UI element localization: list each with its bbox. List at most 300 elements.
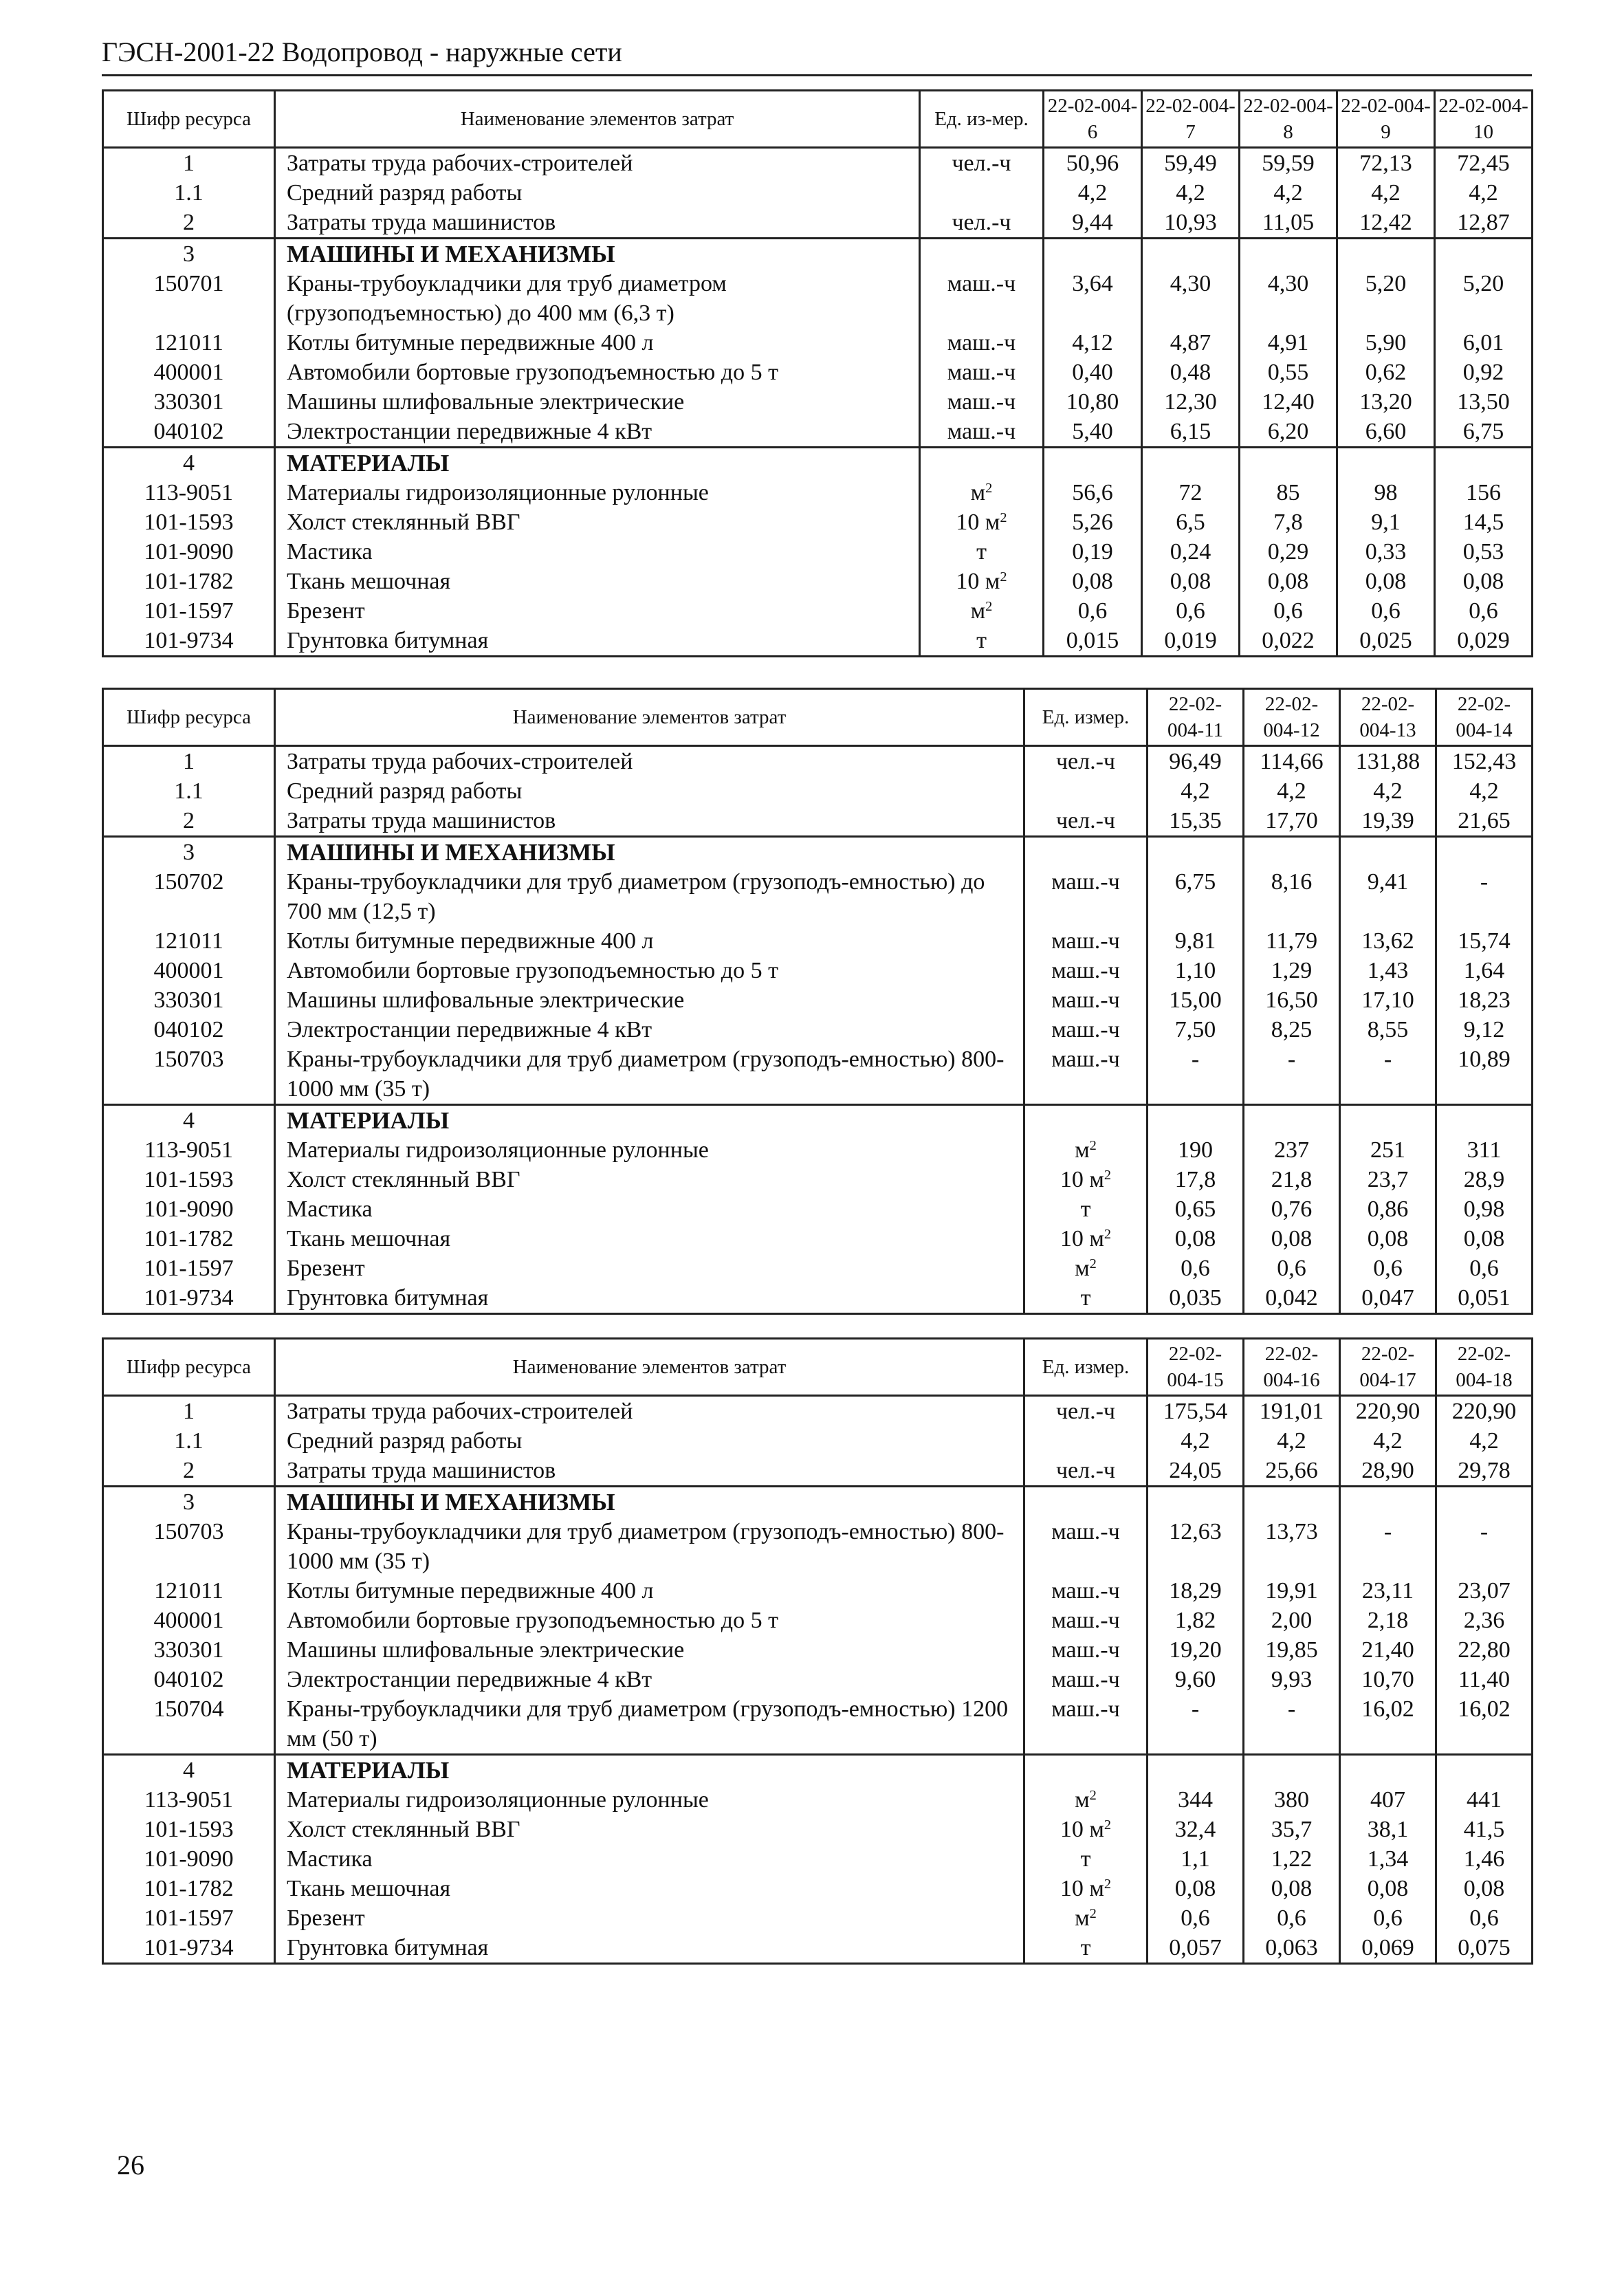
header-code: Шифр ресурса bbox=[103, 689, 275, 746]
value-cell: 59,59 bbox=[1240, 148, 1337, 179]
value-cell: 0,6 bbox=[1436, 1903, 1533, 1933]
value-cell: 16,02 bbox=[1436, 1694, 1533, 1755]
table-header-row bbox=[103, 1339, 1533, 1396]
value-cell: 0,6 bbox=[1148, 1254, 1244, 1283]
resource-name: Ткань мешочная bbox=[275, 567, 920, 596]
value-cell: 8,16 bbox=[1244, 867, 1340, 926]
unit-cell bbox=[1024, 956, 1148, 985]
unit-cell bbox=[1024, 1254, 1148, 1283]
table-row bbox=[103, 1426, 1533, 1456]
resource-table-3 bbox=[102, 1337, 1533, 1965]
header-norm-code: 22-02-004-14 bbox=[1436, 689, 1533, 746]
value-cell: 8,55 bbox=[1340, 1015, 1436, 1045]
value-cell: - bbox=[1148, 1045, 1244, 1105]
unit-cell bbox=[1024, 1665, 1148, 1694]
unit-text: 10 м bbox=[1060, 1876, 1104, 1901]
resource-name: Брезент bbox=[275, 1254, 1024, 1283]
value-cell: 12,87 bbox=[1435, 208, 1533, 239]
value-cell: 0,62 bbox=[1337, 358, 1435, 387]
value-cell: 9,44 bbox=[1044, 208, 1142, 239]
unit-superscript: 2 bbox=[1089, 1137, 1097, 1153]
unit-cell bbox=[920, 387, 1044, 417]
value-cell: 72,45 bbox=[1435, 148, 1533, 179]
value-cell: 4,2 bbox=[1244, 776, 1340, 806]
table-row bbox=[103, 1606, 1533, 1635]
value-cell: 4,2 bbox=[1142, 178, 1240, 208]
resource-code: 040102 bbox=[103, 1665, 275, 1694]
value-cell: 6,15 bbox=[1142, 417, 1240, 448]
resource-name: Ткань мешочная bbox=[275, 1874, 1024, 1903]
value-cell bbox=[1148, 1105, 1244, 1136]
value-cell: 6,60 bbox=[1337, 417, 1435, 448]
resource-code: 101-9090 bbox=[103, 537, 275, 567]
resource-code: 101-9734 bbox=[103, 1933, 275, 1964]
unit-cell bbox=[920, 239, 1044, 270]
section-title: МАТЕРИАЛЫ bbox=[275, 1105, 1024, 1136]
resource-name: Материалы гидроизоляционные рулонные bbox=[275, 478, 920, 507]
resource-name: Мастика bbox=[275, 1194, 1024, 1224]
header-norm-code: 22-02-004-15 bbox=[1148, 1339, 1244, 1396]
table-row bbox=[103, 507, 1533, 537]
table-row bbox=[103, 208, 1533, 239]
value-cell: 0,029 bbox=[1435, 626, 1533, 657]
value-cell: 4,2 bbox=[1340, 776, 1436, 806]
value-cell: 0,08 bbox=[1044, 567, 1142, 596]
value-cell: 15,35 bbox=[1148, 806, 1244, 837]
value-cell: 23,7 bbox=[1340, 1165, 1436, 1194]
unit-text: маш.-ч bbox=[1051, 1047, 1120, 1072]
resource-code: 101-9090 bbox=[103, 1844, 275, 1874]
table-row bbox=[103, 1396, 1533, 1427]
value-cell: 0,6 bbox=[1337, 596, 1435, 626]
header-norm-code: 22-02-004-17 bbox=[1340, 1339, 1436, 1396]
value-cell: 0,08 bbox=[1148, 1874, 1244, 1903]
resource-name: Мастика bbox=[275, 537, 920, 567]
unit-cell bbox=[920, 567, 1044, 596]
value-cell bbox=[1340, 837, 1436, 868]
value-cell: 19,39 bbox=[1340, 806, 1436, 837]
unit-superscript: 2 bbox=[1000, 510, 1007, 525]
resource-code: 1.1 bbox=[103, 178, 275, 208]
table-row bbox=[103, 478, 1533, 507]
resource-code: 3 bbox=[103, 1487, 275, 1518]
resource-code: 101-1593 bbox=[103, 1165, 275, 1194]
value-cell: 3,64 bbox=[1044, 269, 1142, 328]
unit-text: м bbox=[1075, 1137, 1090, 1163]
header-norm-code: 22-02-004-7 bbox=[1142, 91, 1240, 148]
resource-code: 150701 bbox=[103, 269, 275, 328]
table-row bbox=[103, 596, 1533, 626]
resource-code: 1 bbox=[103, 746, 275, 777]
value-cell: 0,40 bbox=[1044, 358, 1142, 387]
value-cell: 35,7 bbox=[1244, 1815, 1340, 1844]
value-cell: 1,22 bbox=[1244, 1844, 1340, 1874]
unit-cell bbox=[1024, 837, 1148, 868]
value-cell: 4,2 bbox=[1044, 178, 1142, 208]
header-norm-code: 22-02-004-11 bbox=[1148, 689, 1244, 746]
unit-cell bbox=[1024, 1517, 1148, 1576]
unit-text: м bbox=[970, 598, 986, 624]
unit-text: 10 м bbox=[956, 569, 1000, 594]
value-cell bbox=[1148, 1755, 1244, 1786]
resource-name: Брезент bbox=[275, 1903, 1024, 1933]
table-row bbox=[103, 269, 1533, 328]
resource-code: 400001 bbox=[103, 1606, 275, 1635]
value-cell bbox=[1044, 239, 1142, 270]
value-cell: 0,063 bbox=[1244, 1933, 1340, 1964]
unit-cell bbox=[1024, 1606, 1148, 1635]
value-cell: 251 bbox=[1340, 1135, 1436, 1165]
unit-cell bbox=[1024, 1194, 1148, 1224]
unit-cell bbox=[1024, 867, 1148, 926]
value-cell: 13,73 bbox=[1244, 1517, 1340, 1576]
resource-code: 2 bbox=[103, 208, 275, 239]
unit-text: 10 м bbox=[956, 510, 1000, 535]
section-row bbox=[103, 448, 1533, 479]
resource-code: 121011 bbox=[103, 926, 275, 956]
value-cell: 6,5 bbox=[1142, 507, 1240, 537]
value-cell: 98 bbox=[1337, 478, 1435, 507]
value-cell: 131,88 bbox=[1340, 746, 1436, 777]
value-cell: 0,6 bbox=[1142, 596, 1240, 626]
value-cell: 0,08 bbox=[1244, 1874, 1340, 1903]
resource-name: Средний разряд работы bbox=[275, 1426, 1024, 1456]
section-row bbox=[103, 239, 1533, 270]
unit-superscript: 2 bbox=[1104, 1876, 1112, 1892]
value-cell: 0,6 bbox=[1244, 1903, 1340, 1933]
value-cell: 0,33 bbox=[1337, 537, 1435, 567]
unit-text: маш.-ч bbox=[947, 389, 1016, 415]
section-title: МАТЕРИАЛЫ bbox=[275, 448, 920, 479]
resource-name: Холст стеклянный ВВГ bbox=[275, 1165, 1024, 1194]
table-row bbox=[103, 1844, 1533, 1874]
value-cell bbox=[1244, 1487, 1340, 1518]
value-cell: 0,53 bbox=[1435, 537, 1533, 567]
value-cell: 6,75 bbox=[1148, 867, 1244, 926]
table-row bbox=[103, 1015, 1533, 1045]
table-row bbox=[103, 1933, 1533, 1964]
resource-code: 330301 bbox=[103, 1635, 275, 1665]
unit-cell bbox=[1024, 985, 1148, 1015]
value-cell: - bbox=[1436, 867, 1533, 926]
value-cell: 9,41 bbox=[1340, 867, 1436, 926]
resource-name: Грунтовка битумная bbox=[275, 1283, 1024, 1314]
value-cell: 0,6 bbox=[1436, 1254, 1533, 1283]
value-cell: 72 bbox=[1142, 478, 1240, 507]
value-cell: 0,6 bbox=[1340, 1903, 1436, 1933]
table-row bbox=[103, 328, 1533, 358]
resource-name: Электростанции передвижные 4 кВт bbox=[275, 1015, 1024, 1045]
page-header: ГЭСН-2001-22 Водопровод - наружные сети bbox=[102, 33, 1532, 76]
value-cell bbox=[1240, 239, 1337, 270]
value-cell: 41,5 bbox=[1436, 1815, 1533, 1844]
value-cell: 13,62 bbox=[1340, 926, 1436, 956]
unit-text: маш.-ч bbox=[947, 271, 1016, 296]
resource-code: 4 bbox=[103, 448, 275, 479]
value-cell: 18,23 bbox=[1436, 985, 1533, 1015]
unit-cell bbox=[1024, 926, 1148, 956]
resource-code: 1 bbox=[103, 1396, 275, 1427]
value-cell: 28,9 bbox=[1436, 1165, 1533, 1194]
table-row bbox=[103, 1254, 1533, 1283]
unit-superscript: 2 bbox=[1104, 1226, 1112, 1242]
resource-code: 101-1782 bbox=[103, 1224, 275, 1254]
value-cell: 25,66 bbox=[1244, 1456, 1340, 1487]
unit-text: маш.-ч bbox=[1051, 987, 1120, 1013]
value-cell: 9,81 bbox=[1148, 926, 1244, 956]
resource-code: 101-1597 bbox=[103, 596, 275, 626]
resource-code: 1.1 bbox=[103, 1426, 275, 1456]
value-cell: 0,19 bbox=[1044, 537, 1142, 567]
value-cell: 6,20 bbox=[1240, 417, 1337, 448]
value-cell: 4,2 bbox=[1436, 776, 1533, 806]
value-cell: 0,6 bbox=[1340, 1254, 1436, 1283]
resource-code: 150704 bbox=[103, 1694, 275, 1755]
table-row bbox=[103, 1785, 1533, 1815]
value-cell: 4,2 bbox=[1340, 1426, 1436, 1456]
section-row bbox=[103, 1487, 1533, 1518]
unit-cell bbox=[1024, 1576, 1148, 1606]
unit-cell bbox=[1024, 1015, 1148, 1045]
value-cell bbox=[1436, 837, 1533, 868]
resource-code: 330301 bbox=[103, 387, 275, 417]
resource-code: 101-9734 bbox=[103, 1283, 275, 1314]
value-cell bbox=[1148, 1487, 1244, 1518]
unit-text: м bbox=[1075, 1256, 1090, 1281]
value-cell: 175,54 bbox=[1148, 1396, 1244, 1427]
resource-name: Котлы битумные передвижные 400 л bbox=[275, 1576, 1024, 1606]
header-norm-code: 22-02-004-13 bbox=[1340, 689, 1436, 746]
table-row bbox=[103, 178, 1533, 208]
header-norm-code: 22-02-004-9 bbox=[1337, 91, 1435, 148]
table-row bbox=[103, 956, 1533, 985]
table-row bbox=[103, 985, 1533, 1015]
resource-name: Затраты труда машинистов bbox=[275, 1456, 1024, 1487]
resource-name: Ткань мешочная bbox=[275, 1224, 1024, 1254]
value-cell: 4,2 bbox=[1337, 178, 1435, 208]
table-row bbox=[103, 1224, 1533, 1254]
value-cell: 156 bbox=[1435, 478, 1533, 507]
unit-text: т bbox=[976, 539, 987, 565]
header-norm-code: 22-02-004-6 bbox=[1044, 91, 1142, 148]
unit-text: м bbox=[1075, 1787, 1090, 1813]
unit-text: 10 м bbox=[1060, 1167, 1104, 1192]
value-cell: 16,50 bbox=[1244, 985, 1340, 1015]
table-row bbox=[103, 776, 1533, 806]
resource-name: Краны-трубоукладчики для труб диаметром (грузоподъ-емностью) 800-1000 мм (35 т) bbox=[275, 1045, 1024, 1105]
resource-code: 101-1782 bbox=[103, 567, 275, 596]
section-title: МАШИНЫ И МЕХАНИЗМЫ bbox=[275, 239, 920, 270]
value-cell: 0,92 bbox=[1435, 358, 1533, 387]
value-cell bbox=[1244, 1105, 1340, 1136]
value-cell: 23,07 bbox=[1436, 1576, 1533, 1606]
table-row bbox=[103, 417, 1533, 448]
unit-cell bbox=[1024, 1135, 1148, 1165]
value-cell: 5,20 bbox=[1337, 269, 1435, 328]
value-cell: 11,40 bbox=[1436, 1665, 1533, 1694]
value-cell bbox=[1340, 1487, 1436, 1518]
table-row bbox=[103, 1165, 1533, 1194]
resource-name: Котлы битумные передвижные 400 л bbox=[275, 328, 920, 358]
section-title: МАШИНЫ И МЕХАНИЗМЫ bbox=[275, 837, 1024, 868]
value-cell: 190 bbox=[1148, 1135, 1244, 1165]
value-cell bbox=[1148, 837, 1244, 868]
unit-cell bbox=[1024, 1903, 1148, 1933]
resource-name: Брезент bbox=[275, 596, 920, 626]
value-cell: - bbox=[1244, 1045, 1340, 1105]
unit-cell bbox=[920, 358, 1044, 387]
value-cell: 4,87 bbox=[1142, 328, 1240, 358]
unit-text: м bbox=[970, 480, 986, 505]
resource-name: Автомобили бортовые грузоподъемностью до 5 т bbox=[275, 1606, 1024, 1635]
value-cell bbox=[1337, 239, 1435, 270]
value-cell: 1,1 bbox=[1148, 1844, 1244, 1874]
resource-code: 101-1597 bbox=[103, 1903, 275, 1933]
value-cell: 10,89 bbox=[1436, 1045, 1533, 1105]
value-cell bbox=[1142, 239, 1240, 270]
unit-cell bbox=[1024, 1487, 1148, 1518]
value-cell: 8,25 bbox=[1244, 1015, 1340, 1045]
unit-text: т bbox=[1080, 1846, 1091, 1872]
resource-code: 113-9051 bbox=[103, 1785, 275, 1815]
value-cell: 13,50 bbox=[1435, 387, 1533, 417]
value-cell bbox=[1044, 448, 1142, 479]
value-cell: 32,4 bbox=[1148, 1815, 1244, 1844]
header-unit: Ед. измер. bbox=[1024, 1339, 1148, 1396]
unit-cell bbox=[920, 478, 1044, 507]
resource-code: 040102 bbox=[103, 1015, 275, 1045]
value-cell: 1,34 bbox=[1340, 1844, 1436, 1874]
resource-code: 1 bbox=[103, 148, 275, 179]
value-cell: 0,025 bbox=[1337, 626, 1435, 657]
unit-text: маш.-ч bbox=[1051, 1637, 1120, 1663]
unit-text: маш.-ч bbox=[1051, 1608, 1120, 1633]
resource-code: 2 bbox=[103, 1456, 275, 1487]
resource-code: 121011 bbox=[103, 328, 275, 358]
header-norm-code: 22-02-004-12 bbox=[1244, 689, 1340, 746]
value-cell: 380 bbox=[1244, 1785, 1340, 1815]
header-norm-code: 22-02-004-16 bbox=[1244, 1339, 1340, 1396]
page-number: 26 bbox=[117, 2150, 144, 2180]
value-cell: 0,29 bbox=[1240, 537, 1337, 567]
unit-cell bbox=[1024, 1933, 1148, 1964]
value-cell: 0,76 bbox=[1244, 1194, 1340, 1224]
resource-name: Машины шлифовальные электрические bbox=[275, 387, 920, 417]
unit-superscript: 2 bbox=[1104, 1167, 1112, 1183]
value-cell: 11,79 bbox=[1244, 926, 1340, 956]
table-row bbox=[103, 567, 1533, 596]
resource-name: Машины шлифовальные электрические bbox=[275, 1635, 1024, 1665]
value-cell: 18,29 bbox=[1148, 1576, 1244, 1606]
header-name: Наименование элементов затрат bbox=[275, 91, 920, 148]
value-cell: 59,49 bbox=[1142, 148, 1240, 179]
resource-name: Краны-трубоукладчики для труб диаметром (грузоподъ-емностью) 800-1000 мм (35 т) bbox=[275, 1517, 1024, 1576]
value-cell: 4,2 bbox=[1148, 1426, 1244, 1456]
table-row bbox=[103, 1045, 1533, 1105]
header-norm-code: 22-02-004-18 bbox=[1436, 1339, 1533, 1396]
value-cell: 12,42 bbox=[1337, 208, 1435, 239]
table-row bbox=[103, 1874, 1533, 1903]
value-cell bbox=[1436, 1487, 1533, 1518]
value-cell bbox=[1244, 837, 1340, 868]
unit-superscript: 2 bbox=[1089, 1256, 1097, 1271]
value-cell: 0,069 bbox=[1340, 1933, 1436, 1964]
unit-text: чел.-ч bbox=[1055, 749, 1116, 774]
value-cell: 0,08 bbox=[1340, 1224, 1436, 1254]
value-cell: 21,8 bbox=[1244, 1165, 1340, 1194]
value-cell: 0,6 bbox=[1244, 1254, 1340, 1283]
value-cell: 4,91 bbox=[1240, 328, 1337, 358]
value-cell bbox=[1436, 1755, 1533, 1786]
value-cell: 220,90 bbox=[1340, 1396, 1436, 1427]
value-cell: 24,05 bbox=[1148, 1456, 1244, 1487]
unit-cell bbox=[1024, 1105, 1148, 1136]
resource-code: 101-9090 bbox=[103, 1194, 275, 1224]
value-cell: 0,08 bbox=[1340, 1874, 1436, 1903]
resource-name: Мастика bbox=[275, 1844, 1024, 1874]
header-code: Шифр ресурса bbox=[103, 91, 275, 148]
value-cell: 23,11 bbox=[1340, 1576, 1436, 1606]
resource-code: 150703 bbox=[103, 1045, 275, 1105]
unit-cell bbox=[920, 208, 1044, 239]
value-cell: 5,26 bbox=[1044, 507, 1142, 537]
table-row bbox=[103, 1694, 1533, 1755]
value-cell: - bbox=[1148, 1694, 1244, 1755]
value-cell: - bbox=[1340, 1517, 1436, 1576]
value-cell: 19,85 bbox=[1244, 1635, 1340, 1665]
resource-code: 101-1782 bbox=[103, 1874, 275, 1903]
table-row bbox=[103, 926, 1533, 956]
value-cell: 0,08 bbox=[1436, 1224, 1533, 1254]
value-cell: 0,6 bbox=[1148, 1903, 1244, 1933]
resource-code: 101-1593 bbox=[103, 1815, 275, 1844]
resource-name: Краны-трубоукладчики для труб диаметром (грузоподъ-емностью) до 700 мм (12,5 т) bbox=[275, 867, 1024, 926]
value-cell: 0,08 bbox=[1148, 1224, 1244, 1254]
unit-text: маш.-ч bbox=[1051, 958, 1120, 983]
value-cell: 0,047 bbox=[1340, 1283, 1436, 1314]
resource-code: 150702 bbox=[103, 867, 275, 926]
unit-superscript: 2 bbox=[1089, 1905, 1097, 1921]
value-cell bbox=[1435, 239, 1533, 270]
value-cell: 0,057 bbox=[1148, 1933, 1244, 1964]
unit-cell bbox=[920, 626, 1044, 657]
unit-text: т bbox=[1080, 1285, 1091, 1311]
unit-cell bbox=[1024, 1426, 1148, 1456]
value-cell: 72,13 bbox=[1337, 148, 1435, 179]
table-row bbox=[103, 1517, 1533, 1576]
value-cell: 220,90 bbox=[1436, 1396, 1533, 1427]
value-cell: 407 bbox=[1340, 1785, 1436, 1815]
value-cell: 0,075 bbox=[1436, 1933, 1533, 1964]
table-row bbox=[103, 537, 1533, 567]
resource-name: Электростанции передвижные 4 кВт bbox=[275, 417, 920, 448]
value-cell: 4,2 bbox=[1244, 1426, 1340, 1456]
header-unit: Ед. из-мер. bbox=[920, 91, 1044, 148]
resource-name: Краны-трубоукладчики для труб диаметром (грузоподъ-емностью) 1200 мм (50 т) bbox=[275, 1694, 1024, 1755]
unit-cell bbox=[920, 269, 1044, 328]
header-code: Шифр ресурса bbox=[103, 1339, 275, 1396]
value-cell: 0,08 bbox=[1142, 567, 1240, 596]
unit-text: маш.-ч bbox=[1051, 1578, 1120, 1604]
value-cell: 5,90 bbox=[1337, 328, 1435, 358]
value-cell bbox=[1337, 448, 1435, 479]
value-cell: 22,80 bbox=[1436, 1635, 1533, 1665]
value-cell: 38,1 bbox=[1340, 1815, 1436, 1844]
table-row bbox=[103, 626, 1533, 657]
resource-name: Холст стеклянный ВВГ bbox=[275, 1815, 1024, 1844]
value-cell: 17,8 bbox=[1148, 1165, 1244, 1194]
resource-name: Краны-трубоукладчики для труб диаметром (грузоподъемностью) до 400 мм (6,3 т) bbox=[275, 269, 920, 328]
